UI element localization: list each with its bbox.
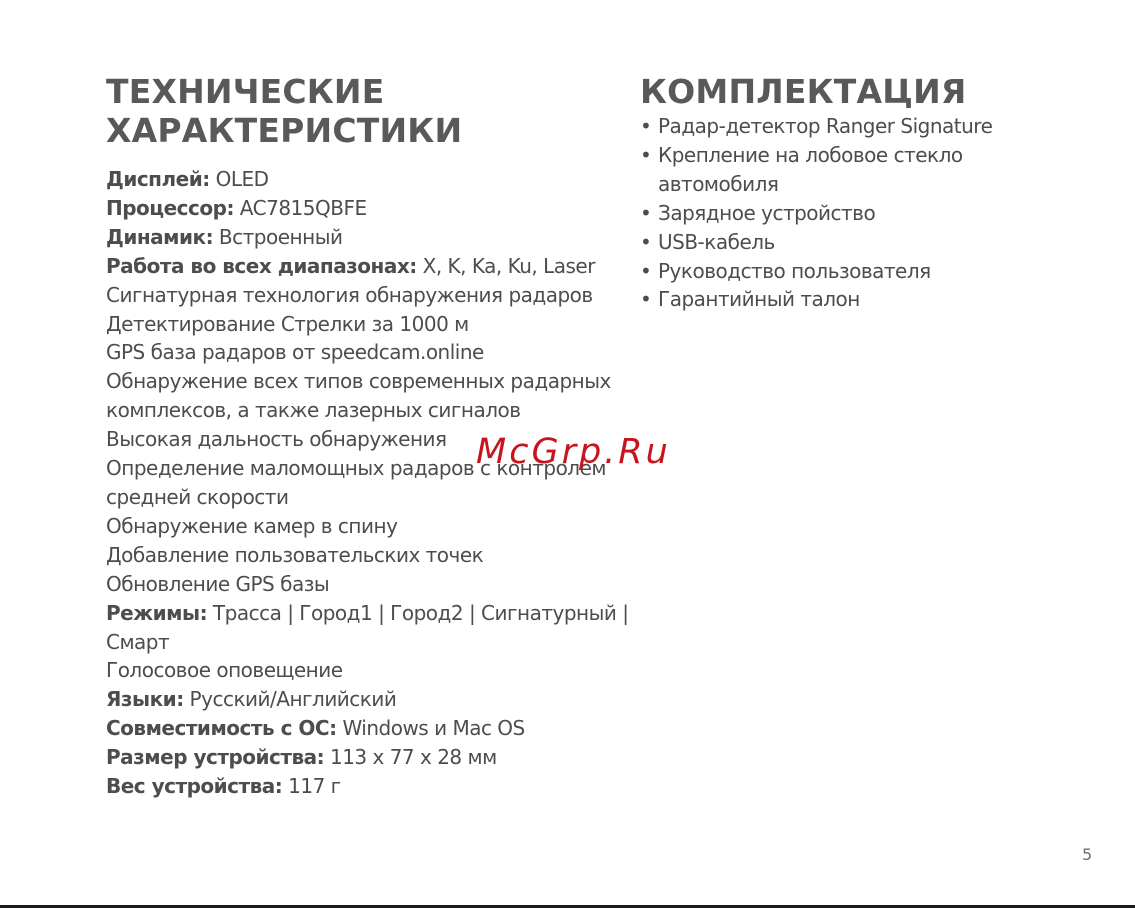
spec-line	[106, 512, 626, 541]
spec-value: Сигнатурная технология обнаружения радаров	[106, 282, 593, 307]
spec-value: 113 x 77 x 28 мм	[324, 745, 497, 770]
kit-list	[640, 112, 1080, 314]
spec-label: Вес устройства:	[106, 774, 283, 799]
spec-line	[106, 483, 626, 512]
spec-line	[106, 628, 626, 657]
spec-value: OLED	[209, 167, 269, 191]
spec-value: X, K, Ka, Ku, Laser	[416, 253, 595, 278]
spec-line	[106, 223, 626, 252]
spec-value: Обновление GPS базы	[106, 571, 330, 596]
spec-label: Работа во всех диапазонах:	[106, 253, 417, 278]
spec-value: Встроенный	[213, 224, 343, 249]
kit-item: • Крепление на лобовое стекло автомобиля	[640, 141, 1080, 199]
spec-value: Русский/Английский	[183, 687, 397, 712]
specs-heading-line2: ХАРАКТЕРИСТИКИ	[106, 111, 463, 150]
spec-line	[106, 252, 626, 281]
page-number: 5	[1082, 845, 1093, 864]
kit-item: • Гарантийный талон	[640, 285, 1080, 314]
spec-label: Дисплей:	[106, 167, 210, 191]
spec-line	[106, 541, 626, 570]
spec-line	[106, 743, 626, 772]
spec-value: Трасса | Город1 | Город2 | Сигнатурный |	[207, 600, 629, 625]
spec-label: Режимы:	[106, 600, 208, 625]
kit-item: • Зарядное устройство	[640, 199, 1080, 228]
spec-line	[106, 338, 626, 367]
spec-line	[106, 396, 626, 425]
spec-value: GPS база радаров от speedcam.online	[106, 340, 484, 365]
spec-line	[106, 714, 626, 743]
watermark: McGrp.Ru	[476, 432, 671, 472]
spec-line	[106, 310, 626, 339]
spec-value: Голосовое оповещение	[106, 658, 343, 683]
spec-value: Смарт	[106, 629, 170, 654]
spec-value: комплексов, а также лазерных сигналов	[106, 398, 521, 423]
spec-value: Windows и Mac OS	[336, 716, 525, 741]
specs-heading	[106, 72, 586, 150]
kit-heading: КОМПЛЕКТАЦИЯ	[640, 72, 967, 111]
spec-label: Совместимость с ОС:	[106, 716, 337, 741]
spec-line	[106, 656, 626, 685]
spec-label: Размер устройства:	[106, 745, 325, 770]
spec-value: Определение маломощных радаров с контролем	[106, 456, 606, 481]
spec-value: Обнаружение камер в спину	[106, 513, 398, 538]
spec-label: Динамик:	[106, 224, 214, 249]
kit-item: • Радар-детектор Ranger Signature	[640, 112, 1080, 141]
spec-value: Детектирование Стрелки за 1000 м	[106, 311, 469, 336]
spec-value: 117 г	[282, 774, 341, 799]
spec-line	[106, 772, 626, 801]
spec-line	[106, 599, 629, 628]
spec-line	[106, 685, 626, 714]
spec-label: Процессор:	[106, 195, 234, 220]
kit-item: • USB-кабель	[640, 228, 1080, 257]
spec-line	[106, 194, 626, 223]
spec-value: Высокая дальность обнаружения	[106, 427, 447, 452]
spec-value: средней скорости	[106, 484, 289, 509]
spec-value: AC7815QBFE	[233, 195, 367, 220]
spec-value: Обнаружение всех типов современных радарных	[106, 369, 611, 394]
spec-line	[106, 281, 626, 310]
specs-heading-line1: ТЕХНИЧЕСКИЕ	[106, 72, 385, 111]
spec-line	[106, 367, 626, 396]
spec-value: Добавление пользовательских точек	[106, 542, 484, 567]
spec-line	[106, 165, 626, 194]
specs-list	[106, 165, 629, 801]
kit-item: • Руководство пользователя	[640, 257, 1080, 286]
spec-label: Языки:	[106, 687, 184, 712]
spec-line	[106, 570, 626, 599]
